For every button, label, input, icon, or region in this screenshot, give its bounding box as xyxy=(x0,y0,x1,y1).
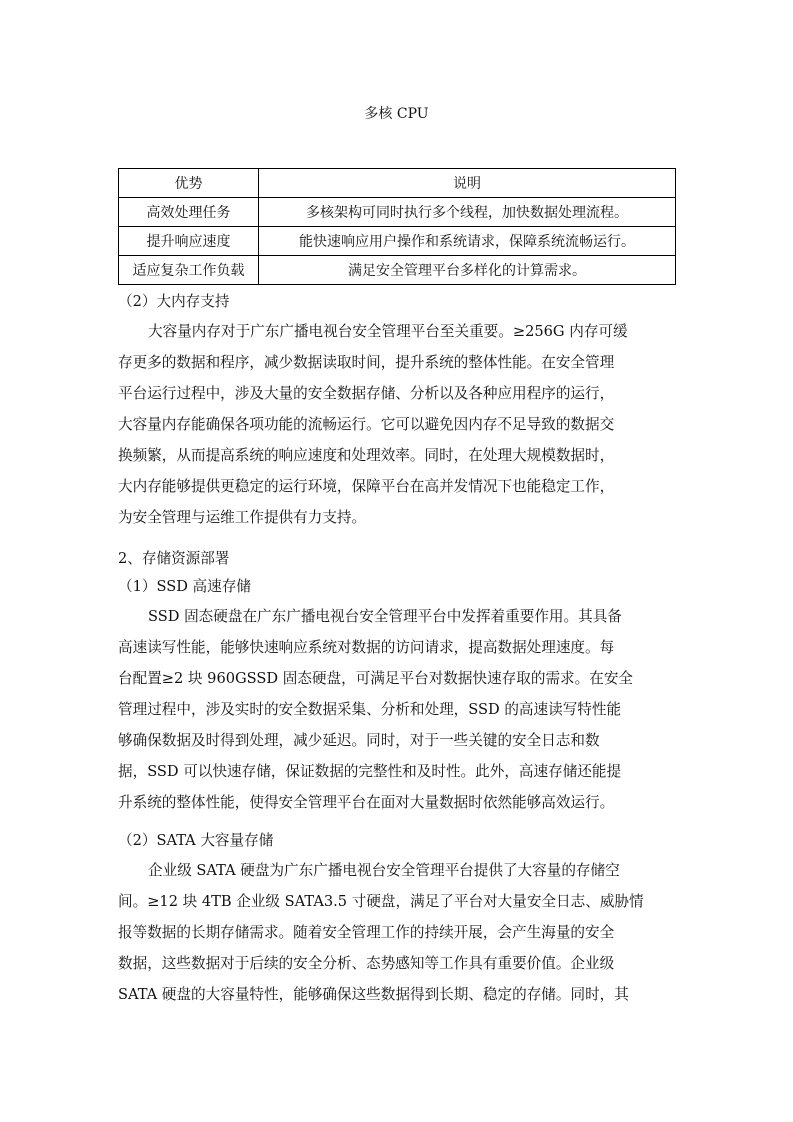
paragraph-line: 存更多的数据和程序，减少数据读取时间，提升系统的整体性能。在安全管理 xyxy=(118,354,615,371)
paragraph-line: 大内存能够提供更稳定的运行环境，保障平台在高并发情况下也能稳定工作， xyxy=(118,478,615,495)
section-heading-sata: （2）SATA 大容量存储 xyxy=(118,832,274,849)
table-row xyxy=(119,198,676,227)
paragraph-line: 企业级 SATA 硬盘为广东广播电视台安全管理平台提供了大容量的存储空 xyxy=(148,862,620,879)
table-cell-advantage: 高效处理任务 xyxy=(119,198,259,227)
paragraph-line: 间。≥12 块 4TB 企业级 SATA3.5 寸硬盘，满足了平台对大量安全日志、威胁情 xyxy=(118,893,644,910)
section-heading-ssd: （1）SSD 高速存储 xyxy=(118,578,251,595)
paragraph-line: 为安全管理与运维工作提供有力支持。 xyxy=(118,509,367,526)
table-cell-description: 能快速响应用户操作和系统请求，保障系统流畅运行。 xyxy=(259,227,676,256)
table-cell-description: 满足安全管理平台多样化的计算需求。 xyxy=(259,256,676,285)
table-caption: 多核 CPU xyxy=(364,106,429,122)
table-header-row xyxy=(119,169,676,198)
storage-section xyxy=(118,545,676,818)
paragraph-line: 台配置≥2 块 960GSSD 固态硬盘，可满足平台对数据快速存取的需求。在安全 xyxy=(118,670,634,687)
table-cell-description: 多核架构可同时执行多个线程，加快数据处理流程。 xyxy=(259,198,676,227)
table-row xyxy=(119,256,676,285)
column-header-advantage: 优势 xyxy=(119,169,259,198)
paragraph-line: 据，SSD 可以快速存储，保证数据的完整性和及时性。此外，高速存储还能提 xyxy=(118,763,622,780)
paragraph-line: 高速读写性能，能够快速响应系统对数据的访问请求，提高数据处理速度。每 xyxy=(118,639,615,656)
paragraph-line: 换频繁，从而提高系统的响应速度和处理效率。同时，在处理大规模数据时， xyxy=(118,447,615,464)
paragraph-line: 管理过程中，涉及实时的安全数据采集、分析和处理，SSD 的高速读写特性能 xyxy=(118,701,622,718)
column-header-description: 说明 xyxy=(259,169,676,198)
section-heading-memory: （2）大内存支持 xyxy=(118,293,230,310)
paragraph-line: 数据，这些数据对于后续的安全分析、态势感知等工作具有重要价值。企业级 xyxy=(118,955,615,972)
paragraph-line: 报等数据的长期存储需求。随着安全管理工作的持续开展，会产生海量的安全 xyxy=(118,924,615,941)
section-heading-storage: 2、存储资源部署 xyxy=(118,550,230,567)
table-row xyxy=(119,227,676,256)
memory-section xyxy=(118,288,676,533)
paragraph-line: 大容量内存对于广东广播电视台安全管理平台至关重要。≥256G 内存可缓 xyxy=(148,323,628,340)
paragraph-line: 大容量内存能确保各项功能的流畅运行。它可以避免因内存不足导致的数据交 xyxy=(118,416,615,433)
paragraph-line: 够确保数据及时得到处理，减少延迟。同时，对于一些关键的安全日志和数 xyxy=(118,732,600,749)
table-cell-advantage: 提升响应速度 xyxy=(119,227,259,256)
sata-section xyxy=(118,827,676,1010)
paragraph-line: 升系统的整体性能，使得安全管理平台在面对大量数据时依然能够高效运行。 xyxy=(118,794,615,811)
table-cell-advantage: 适应复杂工作负载 xyxy=(119,256,259,285)
paragraph-line: SATA 硬盘的大容量特性，能够确保这些数据得到长期、稳定的存储。同时，其 xyxy=(118,986,629,1003)
paragraph-line: 平台运行过程中，涉及大量的安全数据存储、分析以及各种应用程序的运行， xyxy=(118,385,615,402)
paragraph-line: SSD 固态硬盘在广东广播电视台安全管理平台中发挥着重要作用。其具备 xyxy=(148,608,622,625)
advantages-table xyxy=(118,168,676,285)
